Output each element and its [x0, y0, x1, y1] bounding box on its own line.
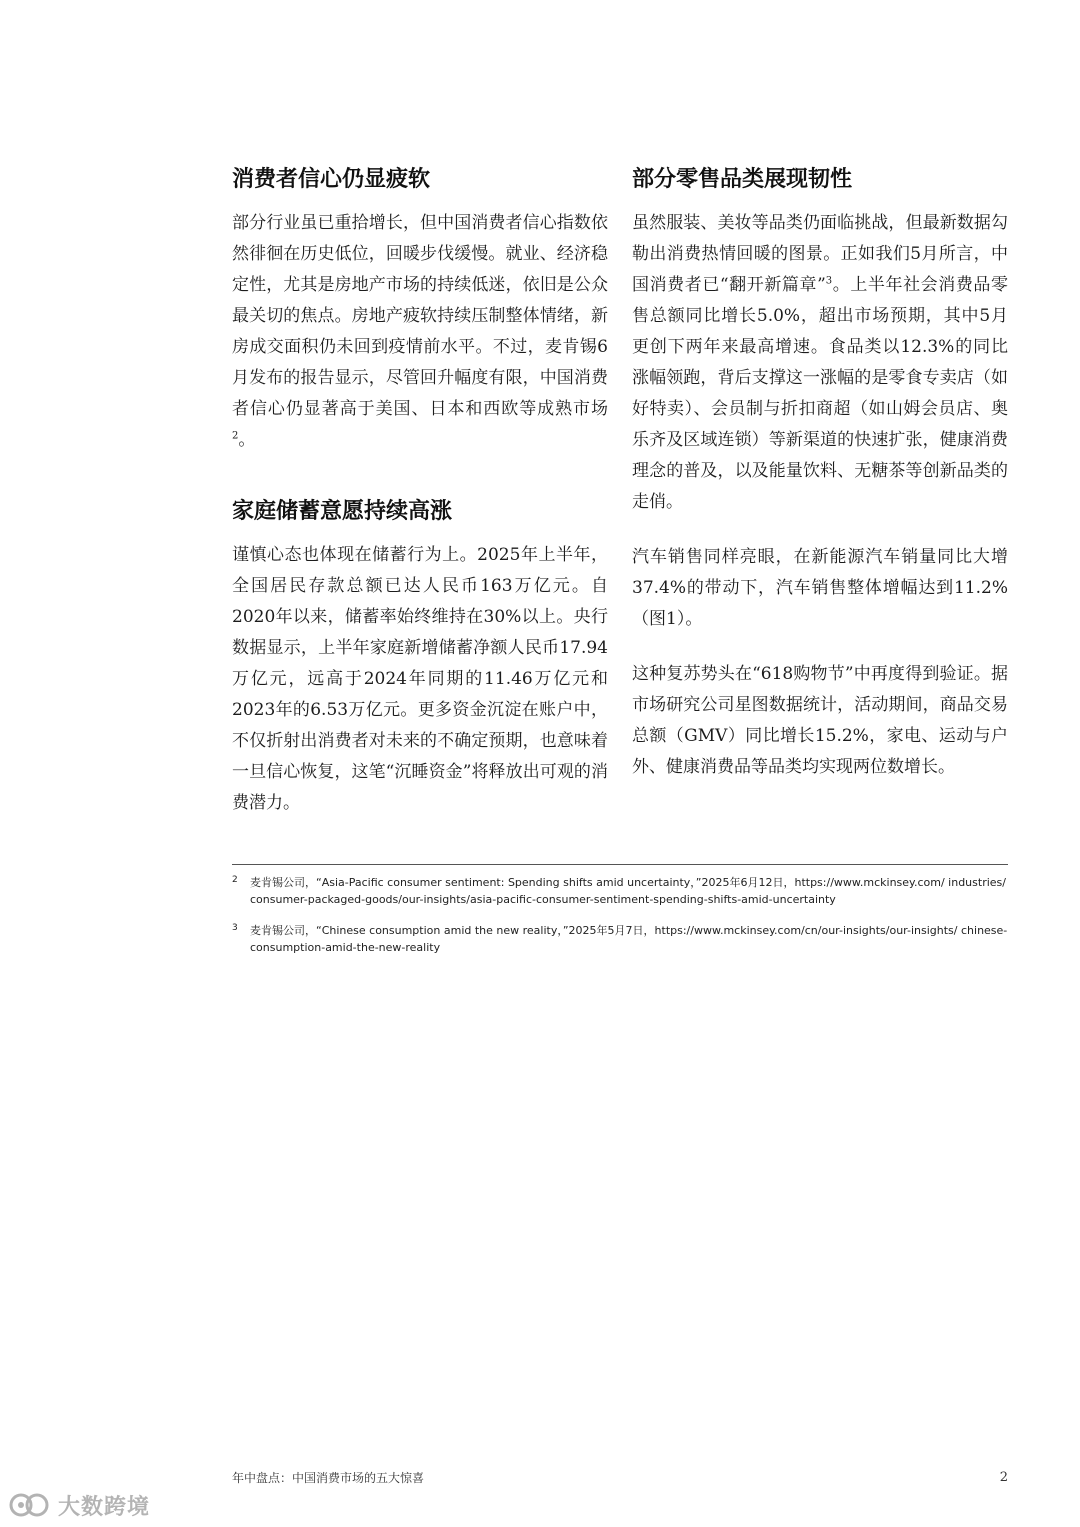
- footnote-number: 2: [232, 875, 238, 885]
- page-footer: [232, 1468, 1008, 1488]
- body-text: 虽然服装、美妆等品类仍面临挑战，但最新数据勾勒出消费热情回暖的图景。正如我们5月所言，中国消费者已“翻开新篇章”: [632, 213, 1008, 295]
- footnote-text[interactable]: 麦肯锡公司，“Asia-Pacific consumer sentiment: Spending shifts amid uncertainty，”2025年6月12日，https://www.mckinsey.com/ industries/consumer-packaged-goods/our-insights/asia-pacific-consumer-sentiment-spending-shifts-amid-uncertainty: [250, 876, 1006, 906]
- footnote-ref-3[interactable]: 3: [825, 275, 833, 287]
- footnote-3: [232, 922, 1008, 956]
- paragraph-retail-data: [632, 208, 1008, 518]
- paragraph-618-festival: 这种复苏势头在“618购物节”中再度得到验证。据市场研究公司星图数据统计，活动期间，商品交易总额（GMV）同比增长15.2%，家电、运动与户外、健康消费品等品类均实现两位数增长。: [632, 664, 1008, 777]
- paragraph-auto-sales: 汽车销售同样亮眼，在新能源汽车销量同比大增37.4%的带动下，汽车销售整体增幅达到11.2%（图1）。: [632, 547, 1008, 629]
- section-heading-household-savings: 家庭储蓄意愿持续高涨: [232, 499, 453, 524]
- footer-title: 年中盘点：中国消费市场的五大惊喜: [232, 1471, 425, 1485]
- body-text: 。上半年社会消费品零售总额同比增长5.0%，超出市场预期，其中5月更创下两年来最高增速。食品类以12.3%的同比涨幅领跑，背后支撑这一涨幅的是零食专卖店（如好特卖）、会员制与折扣商超（如山姆会员店、奥乐齐及区域连锁）等新渠道的快速扩张，健康消费理念的普及，以及能量饮料、无糖茶等创新品类的走俏。: [632, 275, 1008, 512]
- footnote-number: 3: [232, 923, 238, 933]
- page-number: 2: [999, 1470, 1008, 1485]
- watermark-text: 大数跨境: [58, 1494, 151, 1520]
- section-heading-retail-resilience: 部分零售品类展现韧性: [632, 167, 853, 192]
- footnote-ref-2[interactable]: 2: [232, 430, 239, 442]
- left-column: [232, 160, 608, 819]
- right-column: [632, 160, 1008, 783]
- section-body-household-savings: 谨慎心态也体现在储蓄行为上。2025年上半年，全国居民存款总额已达人民币163万亿元。自2020年以来，储蓄率始终维持在30%以上。央行数据显示，上半年家庭新增储蓄净额人民币17.94万亿元，远高于2024年同期的11.46万亿元和2023年的6.53万亿元。更多资金沉淀在账户中，不仅折射出消费者对未来的不确定预期，也意味着一旦信心恢复，这笔“沉睡资金”将释放出可观的消费潜力。: [232, 545, 608, 813]
- footnote-2: [232, 874, 1008, 908]
- section-body-consumer-confidence: 部分行业虽已重拾增长，但中国消费者信心指数依然徘徊在历史低位，回暖步伐缓慢。就业、经济稳定性，尤其是房地产市场的持续低迷，依旧是公众最关切的焦点。房地产疲软持续压制整体情绪，新房成交面积仍未回到疫情前水平。不过，麦肯锡6月发布的报告显示，尽管回升幅度有限，中国消费者信心仍显著高于美国、日本和西欧等成熟市场$^2$。: [232, 213, 608, 450]
- footnotes: [232, 874, 1008, 970]
- body-text: 部分行业虽已重拾增长，但中国消费者信心指数依然徘徊在历史低位，回暖步伐缓慢。就业、经济稳定性，尤其是房地产市场的持续低迷，依旧是公众最关切的焦点。房地产疲软持续压制整体情绪，新房成交面积仍未回到疫情前水平。不过，麦肯锡6月发布的报告显示，尽管回升幅度有限，中国消费者信心仍显著高于美国、日本和西欧等成熟市场: [232, 213, 608, 419]
- brand-logo-icon: [8, 1492, 52, 1518]
- watermark: [8, 1490, 150, 1520]
- section-heading-consumer-confidence: 消费者信心仍显疲软: [232, 167, 431, 192]
- footnote-divider: [232, 864, 1008, 865]
- footnote-text[interactable]: 麦肯锡公司，“Chinese consumption amid the new reality，”2025年5月7日，https://www.mckinsey.com/cn/our-insights/our-insights/ chinese-consumption-amid-the-new-reality: [250, 924, 1008, 954]
